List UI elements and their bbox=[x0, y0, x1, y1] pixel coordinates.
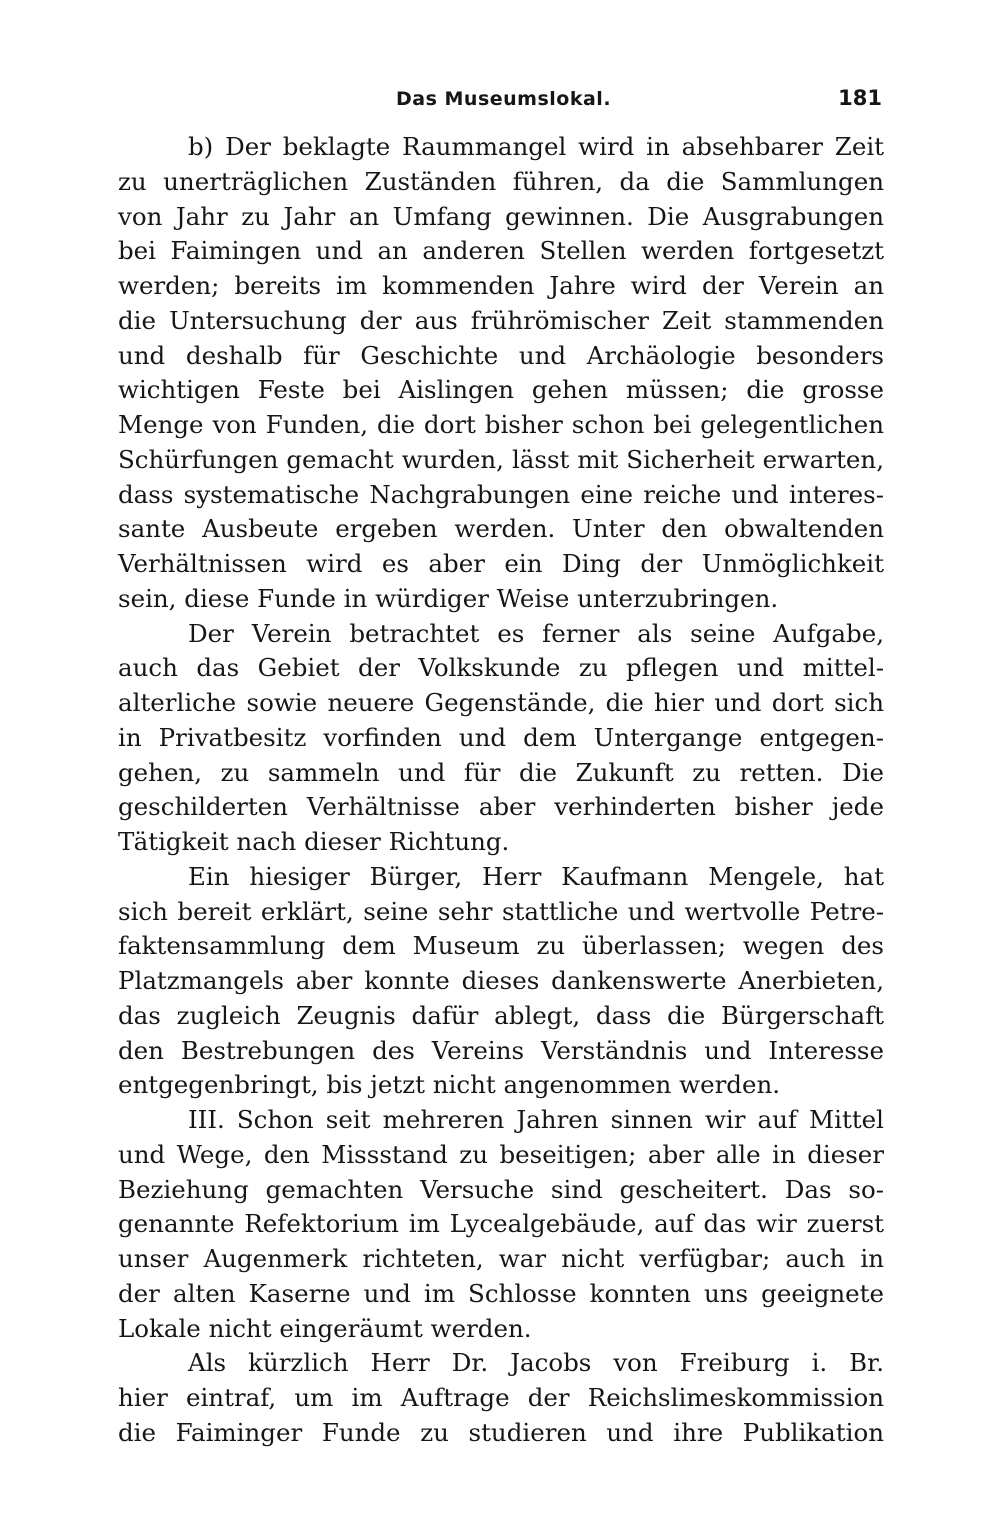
paragraph-volkskunde bbox=[118, 617, 884, 860]
text-line: entgegenbringt, bis jetzt nicht angenommen werden. bbox=[118, 1070, 781, 1100]
text-line: in Privatbesitz vorfinden und dem Untergange entgegen- bbox=[118, 722, 884, 752]
text-line: auch das Gebiet der Volkskunde zu pflegen und mittel- bbox=[118, 653, 884, 683]
text-line: alterliche sowie neuere Gegenstände, die hier und dort sich bbox=[118, 688, 884, 717]
paragraph-mengele bbox=[118, 860, 884, 1103]
text-line: dass systematische Nachgrabungen eine reiche und interes- bbox=[118, 479, 884, 509]
text-line: und deshalb für Geschichte und Archäologie besonders bbox=[118, 340, 884, 370]
text-line: III. Schon seit mehreren Jahren sinnen wir auf Mittel bbox=[188, 1105, 884, 1134]
text-line: faktensammlung dem Museum zu überlassen; wegen des bbox=[118, 931, 884, 961]
text-line: zu unerträglichen Zuständen führen, da die Sammlungen bbox=[118, 166, 884, 196]
text-line: bei Faimingen und an anderen Stellen werden fortgesetzt bbox=[118, 236, 884, 266]
paragraph-b bbox=[118, 130, 884, 617]
text-line: gehen, zu sammeln und für die Zukunft zu retten. Die bbox=[118, 757, 884, 787]
text-line: von Jahr zu Jahr an Umfang gewinnen. Die Ausgrabungen bbox=[118, 201, 884, 231]
text-line: sein, diese Funde in würdiger Weise unterzubringen. bbox=[118, 583, 779, 613]
text-line: Lokale nicht eingeräumt werden. bbox=[118, 1313, 532, 1343]
paragraph-iii bbox=[118, 1103, 884, 1346]
text-line: wichtigen Feste bei Aislingen gehen müssen; die grosse bbox=[118, 375, 884, 405]
text-line: genannte Refektorium im Lycealgebäude, auf das wir zuerst bbox=[118, 1209, 884, 1239]
text-line: werden; bereits im kommenden Jahre wird der Verein an bbox=[118, 271, 884, 300]
text-line: der alten Kaserne und im Schlosse konnten uns geeignete bbox=[118, 1278, 884, 1308]
body-text bbox=[118, 130, 884, 1451]
text-line: die Untersuchung der aus frührömischer Zeit stammenden bbox=[118, 305, 884, 335]
text-line: die Faiminger Funde zu studieren und ihre Publikation bbox=[118, 1417, 884, 1447]
text-line: sante Ausbeute ergeben werden. Unter den obwaltenden bbox=[118, 514, 884, 544]
text-line: Beziehung gemachten Versuche sind gescheitert. Das so- bbox=[118, 1174, 884, 1204]
text-line: Ein hiesiger Bürger, Herr Kaufmann Mengele, hat bbox=[188, 861, 884, 891]
text-line: Menge von Funden, die dort bisher schon bei gelegentlichen bbox=[118, 410, 884, 439]
text-line: Tätigkeit nach dieser Richtung. bbox=[118, 827, 510, 856]
running-head-title: Das Museumslokal. bbox=[396, 88, 612, 110]
text-line: und Wege, den Missstand zu beseitigen; aber alle in dieser bbox=[118, 1139, 884, 1169]
text-line: Als kürzlich Herr Dr. Jacobs von Freiburg i. Br. bbox=[188, 1348, 884, 1378]
paragraph-jacobs bbox=[118, 1346, 884, 1450]
text-line: unser Augenmerk richteten, war nicht verfügbar; auch in bbox=[118, 1244, 884, 1273]
text-line: hier eintraf, um im Auftrage der Reichslimeskommission bbox=[118, 1383, 884, 1412]
text-line: sich bereit erklärt, seine sehr stattliche und wertvolle Petre- bbox=[118, 896, 884, 926]
running-head bbox=[118, 88, 882, 118]
text-line: geschilderten Verhältnisse aber verhinderten bisher jede bbox=[118, 792, 884, 822]
text-line: Platzmangels aber konnte dieses dankenswerte Anerbieten, bbox=[118, 966, 884, 995]
text-line: b) Der beklagte Raummangel wird in absehbarer Zeit bbox=[188, 132, 884, 161]
text-line: das zugleich Zeugnis dafür ablegt, dass die Bürgerschaft bbox=[118, 1000, 884, 1030]
text-line: Verhältnissen wird es aber ein Ding der Unmöglichkeit bbox=[118, 549, 884, 578]
page-number: 181 bbox=[838, 86, 882, 110]
text-line: Der Verein betrachtet es ferner als seine Aufgabe, bbox=[188, 618, 884, 648]
text-line: Schürfungen gemacht wurden, lässt mit Sicherheit erwarten, bbox=[118, 444, 884, 474]
text-line: den Bestrebungen des Vereins Verständnis und Interesse bbox=[118, 1035, 884, 1065]
